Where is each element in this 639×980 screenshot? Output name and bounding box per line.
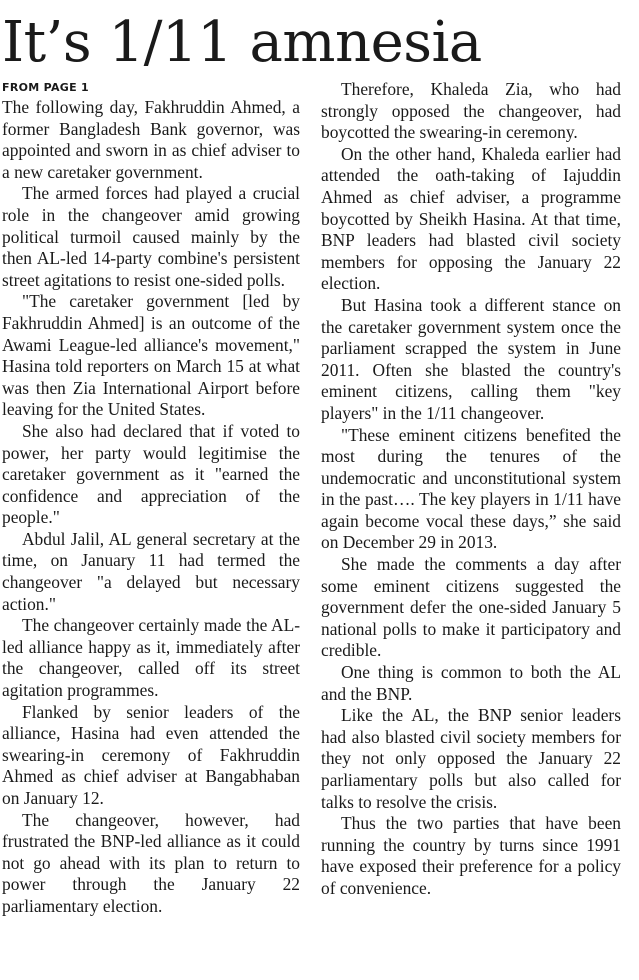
article-paragraph: She made the comments a day after some eminent citizens suggested the government defer the one-sided January 5 national polls to make it participatory and credible. bbox=[321, 554, 621, 661]
article-paragraph: Thus the two parties that have been running the country by turns since 1991 have exposed their preference for a policy of convenience. bbox=[321, 813, 621, 898]
article-column-right bbox=[321, 79, 621, 980]
article-paragraph: One thing is common to both the AL and the BNP. bbox=[321, 662, 621, 704]
article-paragraph: Abdul Jalil, AL general secretary at the time, on January 11 had termed the changeover "a delayed but necessary action." bbox=[2, 528, 300, 614]
article-paragraph: "These eminent citizens benefited the most during the tenures of the undemocratic and unconstitutional system in the past…. The key players in 1/11 have again become vocal these days,” she said on December 29 in 2013. bbox=[321, 424, 621, 553]
article-paragraph: The changeover, however, had frustrated the BNP-led alliance as it could not go ahead with its plan to return to power through the January 22 parliamentary election. bbox=[2, 809, 300, 916]
article-paragraph: Therefore, Khaleda Zia, who had strongly opposed the changeover, had boycotted the swearing-in ceremony. bbox=[321, 79, 621, 143]
jump-label: FROM PAGE 1 bbox=[2, 81, 90, 94]
article-paragraph: Like the AL, the BNP senior leaders had also blasted civil society members for they not only opposed the January 22 parliamentary polls but also called for talks to resolve the crisis. bbox=[321, 705, 621, 812]
article-paragraph: "The caretaker government [led by Fakhruddin Ahmed] is an outcome of the Awami League-led alliance's movement," Hasina told reporters on March 15 at what was then Zia International Airport before leaving for the United States. bbox=[2, 291, 300, 420]
article-paragraph: The following day, Fakhruddin Ahmed, a former Bangladesh Bank governor, was appointed and sworn in as chief adviser to a new caretaker government. bbox=[2, 97, 300, 182]
article-column-left bbox=[2, 79, 300, 980]
article-headline: It’s 1/11 amnesia bbox=[2, 10, 482, 75]
article-paragraph: She also had declared that if voted to power, her party would legitimise the caretaker government as it "earned the confidence and appreciation of the people." bbox=[2, 420, 300, 528]
article-paragraph: The changeover certainly made the AL-led alliance happy as it, immediately after the changeover, called off its street agitation programmes. bbox=[2, 615, 300, 701]
article-paragraph: Flanked by senior leaders of the alliance, Hasina had even attended the swearing-in ceremony of Fakhruddin Ahmed as chief adviser at Bangabhaban on January 12. bbox=[2, 701, 300, 808]
article-paragraph: The armed forces had played a crucial role in the changeover amid growing political turmoil caused mainly by the then AL-led 14-party combine's persistent street agitations to resist one-sided polls. bbox=[2, 183, 300, 290]
article-paragraph: But Hasina took a different stance on the caretaker government system once the parliament scrapped the system in June 2011. Often she blasted the country's eminent citizens, calling them "key players" in the 1/11 changeover. bbox=[321, 294, 621, 423]
article-paragraph: On the other hand, Khaleda earlier had attended the oath-taking of Iajuddin Ahmed as chief adviser, a programme boycotted by Sheikh Hasina. At that time, BNP leaders had blasted civil society members for opposing the January 22 election. bbox=[321, 143, 621, 294]
